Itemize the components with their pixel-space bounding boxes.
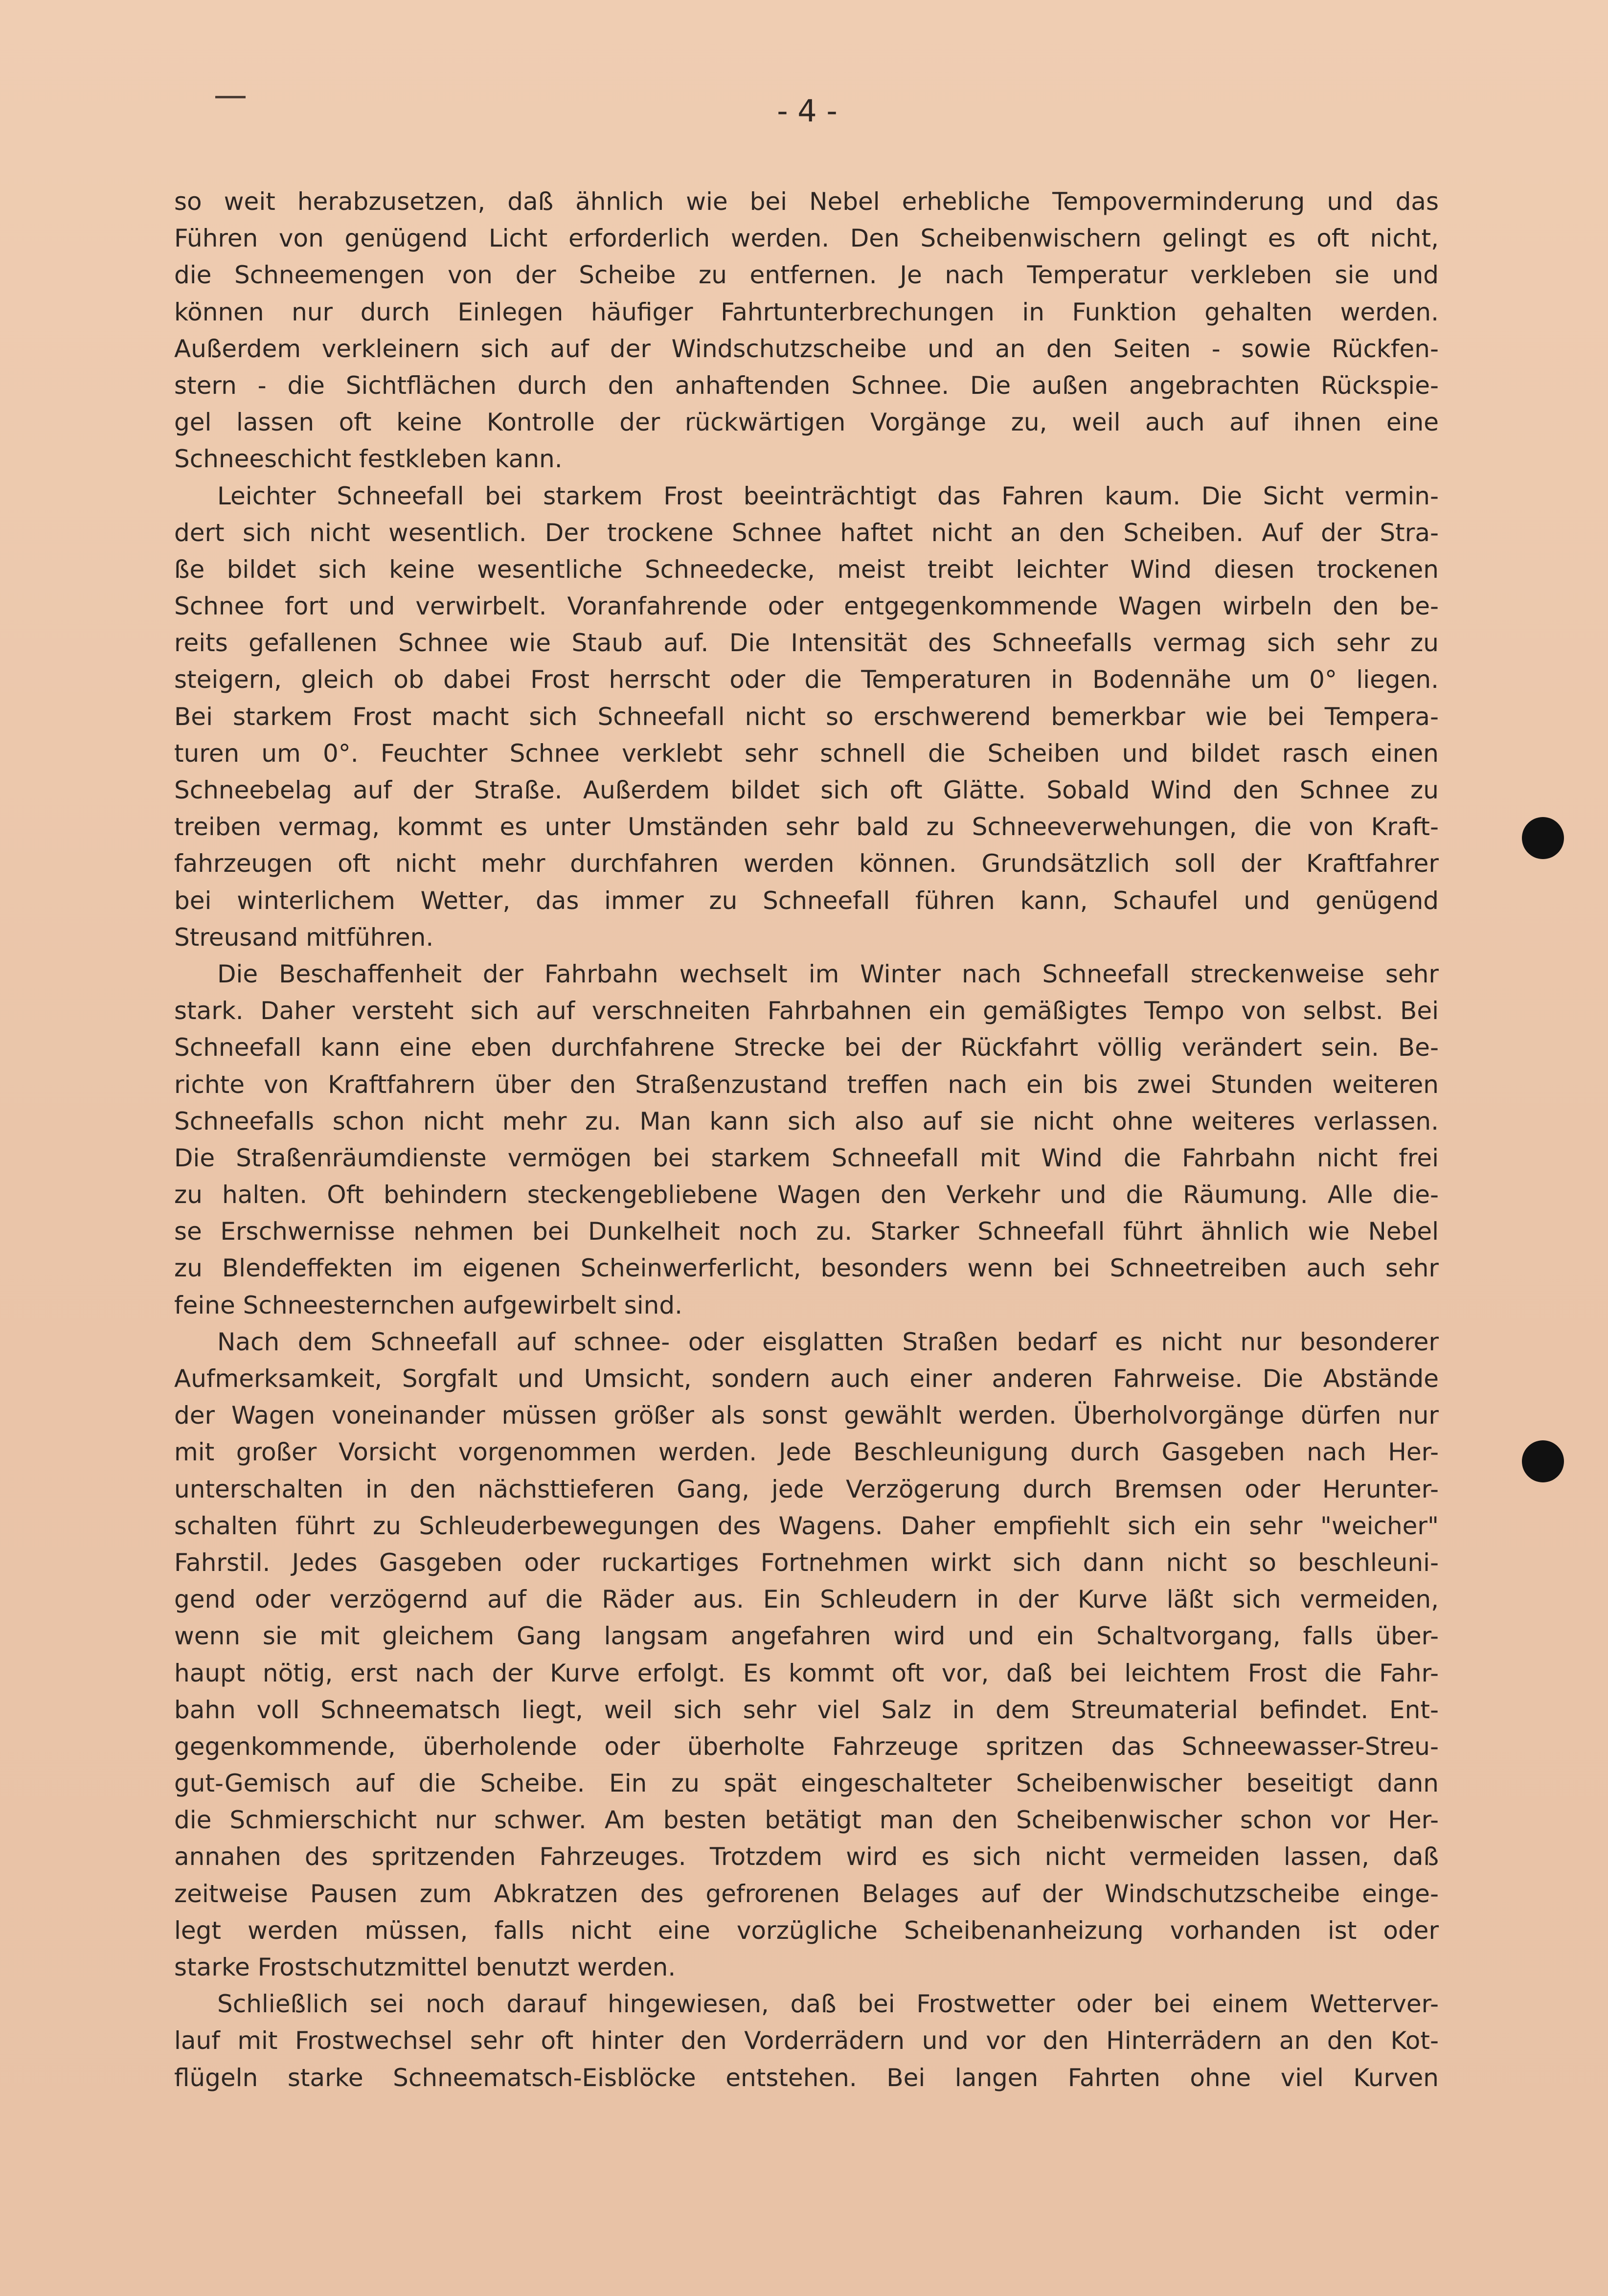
text-line: starke Frostschutzmittel benutzt werden. xyxy=(174,1953,676,1981)
text-line: schalten führt zu Schleuderbewegungen des Wagens. Daher empfiehlt sich ein sehr "weicher" xyxy=(174,1511,1439,1540)
text-line: Schneebelag auf der Straße. Außerdem bildet sich oft Glätte. Sobald Wind den Schnee zu xyxy=(174,776,1439,804)
page-number: - 4 - xyxy=(777,93,838,129)
text-line: treiben vermag, kommt es unter Umständen sehr bald zu Schneeverwehungen, die von Kraft- xyxy=(174,813,1439,841)
text-line: se Erschwernisse nehmen bei Dunkelheit noch zu. Starker Schneefall führt ähnlich wie Nebel xyxy=(174,1217,1439,1246)
text-line: gegenkommende, überholende oder überholte Fahrzeuge spritzen das Schneewasser-Streu- xyxy=(174,1732,1439,1761)
text-line: turen um 0°. Feuchter Schnee verklebt sehr schnell die Scheiben und bildet rasch einen xyxy=(174,739,1439,768)
text-line: zeitweise Pausen zum Abkratzen des gefrorenen Belages auf der Windschutzscheibe einge- xyxy=(174,1879,1439,1908)
text-line: reits gefallenen Schnee wie Staub auf. Die Intensität des Schneefalls vermag sich sehr zu xyxy=(174,629,1439,658)
text-line: gend oder verzögernd auf die Räder aus. Ein Schleudern in der Kurve läßt sich vermeiden, xyxy=(174,1585,1439,1614)
text-line: Außerdem verkleinern sich auf der Windschutzscheibe und an den Seiten - sowie Rückfen- xyxy=(174,334,1439,363)
text-line: Schneefalls schon nicht mehr zu. Man kann sich also auf sie nicht ohne weiteres verlassen. xyxy=(174,1107,1439,1136)
text-line: Leichter Schneefall bei starkem Frost beeinträchtigt das Fahren kaum. Die Sicht vermin- xyxy=(217,481,1439,510)
text-line: wenn sie mit gleichem Gang langsam angefahren wird und ein Schaltvorgang, falls über- xyxy=(174,1622,1439,1651)
punch-hole-upper xyxy=(1522,817,1564,859)
text-line: können nur durch Einlegen häufiger Fahrtunterbrechungen in Funktion gehalten werden. xyxy=(174,297,1439,326)
text-line: fahrzeugen oft nicht mehr durchfahren werden können. Grundsätzlich soll der Kraftfahrer xyxy=(174,849,1439,878)
text-line: unterschalten in den nächsttieferen Gang, jede Verzögerung durch Bremsen oder Herunter- xyxy=(174,1475,1439,1503)
text-line: gut-Gemisch auf die Scheibe. Ein zu spät eingeschalteter Scheibenwischer beseitigt dann xyxy=(174,1769,1439,1798)
text-line: bahn voll Schneematsch liegt, weil sich sehr viel Salz in dem Streumaterial befindet. Ent- xyxy=(174,1695,1439,1724)
text-line: legt werden müssen, falls nicht eine vorzügliche Scheibenanheizung vorhanden ist oder xyxy=(174,1916,1439,1945)
text-line: richte von Kraftfahrern über den Straßenzustand treffen nach ein bis zwei Stunden weiteren xyxy=(174,1070,1439,1099)
text-line: zu halten. Oft behindern steckengebliebene Wagen den Verkehr und die Räumung. Alle die- xyxy=(174,1181,1439,1209)
text-line: zu Blendeffekten im eigenen Scheinwerferlicht, besonders wenn bei Schneetreiben auch sehr xyxy=(174,1254,1439,1283)
body-text xyxy=(174,183,1439,2096)
text-line: stark. Daher versteht sich auf verschneiten Fahrbahnen ein gemäßigtes Tempo von selbst. Bei xyxy=(174,997,1439,1025)
text-line: ße bildet sich keine wesentliche Schneedecke, meist treibt leichter Wind diesen trockenen xyxy=(174,555,1439,584)
top-margin-dash xyxy=(215,96,246,98)
text-line: Die Straßenräumdienste vermögen bei starkem Schneefall mit Wind die Fahrbahn nicht frei xyxy=(174,1143,1439,1172)
text-line: Fahrstil. Jedes Gasgeben oder ruckartiges Fortnehmen wirkt sich dann nicht so beschleuni- xyxy=(174,1548,1439,1577)
text-line: flügeln starke Schneematsch-Eisblöcke entstehen. Bei langen Fahrten ohne viel Kurven xyxy=(174,2063,1439,2092)
text-line: Aufmerksamkeit, Sorgfalt und Umsicht, sondern auch einer anderen Fahrweise. Die Abstände xyxy=(174,1364,1439,1393)
text-line: feine Schneesternchen aufgewirbelt sind. xyxy=(174,1291,682,1319)
text-line: mit großer Vorsicht vorgenommen werden. Jede Beschleunigung durch Gasgeben nach Her- xyxy=(174,1438,1439,1467)
text-line: dert sich nicht wesentlich. Der trockene Schnee haftet nicht an den Scheiben. Auf der Stra- xyxy=(174,518,1439,547)
text-line: Die Beschaffenheit der Fahrbahn wechselt im Winter nach Schneefall streckenweise sehr xyxy=(217,959,1439,988)
text-line: Schließlich sei noch darauf hingewiesen, daß bei Frostwetter oder bei einem Wetterver- xyxy=(217,1990,1439,2019)
text-line: so weit herabzusetzen, daß ähnlich wie bei Nebel erhebliche Tempoverminderung und das xyxy=(174,187,1439,216)
text-line: haupt nötig, erst nach der Kurve erfolgt. Es kommt oft vor, daß bei leichtem Frost die Fahr- xyxy=(174,1659,1439,1687)
text-line: bei winterlichem Wetter, das immer zu Schneefall führen kann, Schaufel und genügend xyxy=(174,886,1439,915)
text-line: Schnee fort und verwirbelt. Voranfahrende oder entgegenkommende Wagen wirbeln den be- xyxy=(174,592,1439,621)
text-line: die Schneemengen von der Scheibe zu entfernen. Je nach Temperatur verkleben sie und xyxy=(174,261,1439,290)
text-line: lauf mit Frostwechsel sehr oft hinter den Vorderrädern und vor den Hinterrädern an den Kot- xyxy=(174,2026,1439,2055)
text-line: annahen des spritzenden Fahrzeuges. Trotzdem wird es sich nicht vermeiden lassen, daß xyxy=(174,1842,1439,1871)
text-line: steigern, gleich ob dabei Frost herrscht oder die Temperaturen in Bodennähe um 0° liegen. xyxy=(174,665,1439,694)
punch-hole-lower xyxy=(1522,1440,1564,1482)
text-line: Schneeschicht festkleben kann. xyxy=(174,445,563,474)
text-line: die Schmierschicht nur schwer. Am besten betätigt man den Scheibenwischer schon vor Her- xyxy=(174,1806,1439,1835)
text-line: gel lassen oft keine Kontrolle der rückwärtigen Vorgänge zu, weil auch auf ihnen eine xyxy=(174,408,1439,437)
text-line: der Wagen voneinander müssen größer als sonst gewählt werden. Überholvorgänge dürfen nur xyxy=(174,1401,1439,1430)
text-line: Nach dem Schneefall auf schnee- oder eisglatten Straßen bedarf es nicht nur besonderer xyxy=(217,1327,1439,1356)
text-line: Schneefall kann eine eben durchfahrene Strecke bei der Rückfahrt völlig verändert sein. Be- xyxy=(174,1033,1439,1062)
text-line: Führen von genügend Licht erforderlich werden. Den Scheibenwischern gelingt es oft nicht, xyxy=(174,224,1439,253)
text-line: stern - die Sichtflächen durch den anhaftenden Schnee. Die außen angebrachten Rückspie- xyxy=(174,371,1439,400)
text-line: Bei starkem Frost macht sich Schneefall nicht so erschwerend bemerkbar wie bei Tempera- xyxy=(174,702,1439,731)
text-line: Streusand mitführen. xyxy=(174,923,434,952)
